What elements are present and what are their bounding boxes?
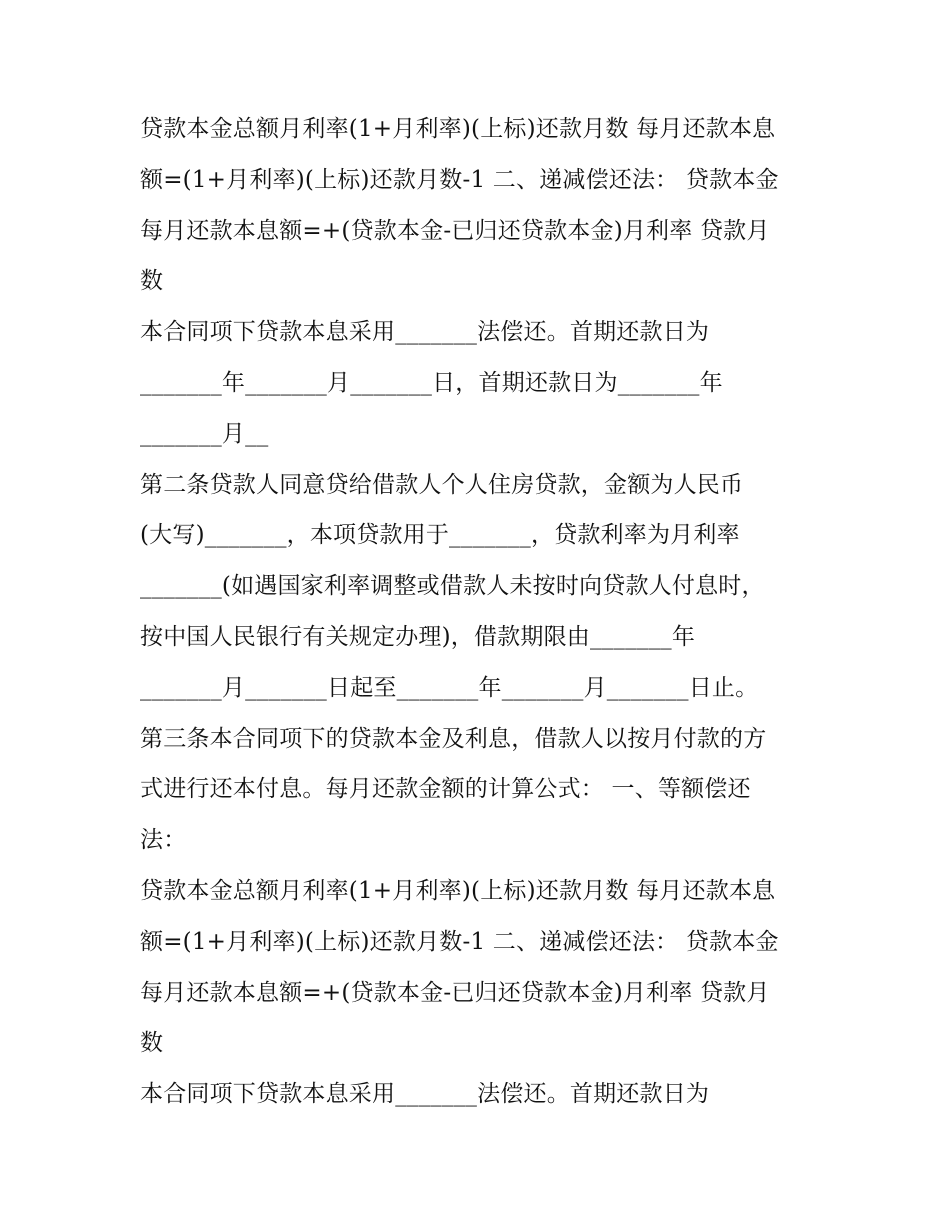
text-line: 本合同项下贷款本息采用_______法偿还。首期还款日为 <box>140 319 710 346</box>
document-body <box>140 104 820 1120</box>
text-line: 第三条本合同项下的贷款本金及利息，借款人以按月付款的方 <box>140 725 767 752</box>
text-line: 每月还款本息额=+(贷款本金-已归还贷款本金)月利率 贷款月 <box>140 979 770 1006</box>
text-line: 第二条贷款人同意贷给借款人个人住房贷款，金额为人民币 <box>140 471 744 498</box>
text-line: 按中国人民银行有关规定办理)，借款期限由_______年 <box>140 623 696 650</box>
text-line: (大写)_______，本项贷款用于_______，贷款利率为月利率 <box>140 522 740 549</box>
text-line: 额=(1+月利率)(上标)还款月数-1 二、递减偿还法： 贷款本金 <box>140 166 779 193</box>
text-line: 数 <box>140 268 164 295</box>
text-line: _______月__ <box>140 420 269 447</box>
text-line: _______年_______月_______日，首期还款日为_______年 <box>140 369 723 396</box>
text-line: 法： <box>140 827 187 854</box>
text-line: 贷款本金总额月利率(1+月利率)(上标)还款月数 每月还款本息 <box>140 116 776 142</box>
text-line: _______(如遇国家利率调整或借款人未按时向贷款人付息时， <box>140 573 765 600</box>
text-line: 式进行还本付息。每月还款金额的计算公式： 一、等额偿还 <box>140 776 751 803</box>
text-line: 本合同项下贷款本息采用_______法偿还。首期还款日为 <box>140 1081 710 1108</box>
text-line: _______月_______日起至_______年_______月_______日止。 <box>140 674 759 701</box>
text-line: 额=(1+月利率)(上标)还款月数-1 二、递减偿还法： 贷款本金 <box>140 928 779 955</box>
text-line: 每月还款本息额=+(贷款本金-已归还贷款本金)月利率 贷款月 <box>140 217 770 244</box>
text-line: 贷款本金总额月利率(1+月利率)(上标)还款月数 每月还款本息 <box>140 877 776 904</box>
text-line: 数 <box>140 1030 164 1057</box>
